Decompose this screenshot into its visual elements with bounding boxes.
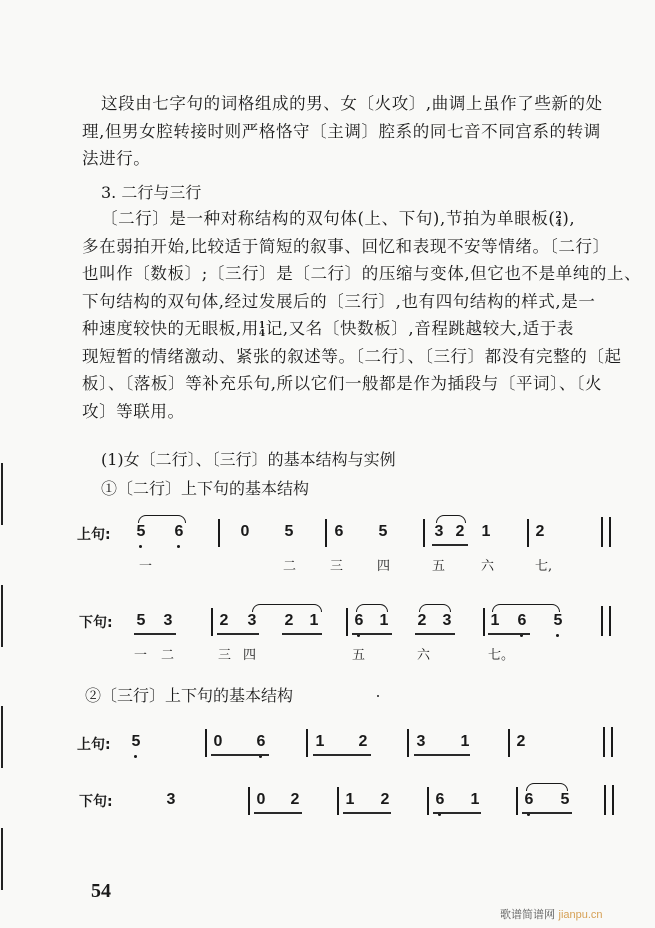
barline [325, 519, 327, 547]
barline [205, 729, 207, 757]
barline [248, 787, 250, 815]
note: 5 [560, 791, 570, 808]
beat-underline [433, 812, 481, 814]
text-line [82, 315, 612, 343]
note: 1 [481, 523, 491, 540]
lyric: 五 [432, 559, 446, 574]
note: 6 [254, 733, 268, 751]
frac-bottom: 4 [258, 328, 266, 339]
text-segment: 记,又名〔快数板〕,音程跳越较大,适于表 [265, 319, 574, 338]
beat-underline [488, 633, 530, 635]
lyric: 二 [161, 648, 175, 663]
beat-underline [254, 812, 302, 814]
beat-underline [415, 633, 455, 635]
note: 3 [247, 612, 257, 629]
barline [427, 787, 429, 815]
section-heading: 3. 二行与三行 [101, 183, 202, 202]
print-speck [377, 695, 379, 697]
beat-underline [211, 754, 269, 756]
score-2-lower-line [0, 791, 655, 821]
note: 6 [522, 791, 536, 809]
note: 5 [136, 612, 146, 629]
score-2-upper-line [0, 733, 655, 763]
text-segment: ), [562, 209, 576, 228]
note: 2 [284, 612, 294, 629]
note: 1 [490, 612, 500, 629]
beat-underline [414, 754, 470, 756]
barline [516, 787, 518, 815]
frac-bottom: 4 [555, 218, 563, 229]
slur [138, 515, 186, 523]
row-label: 下句: [79, 615, 113, 631]
watermark [500, 906, 603, 922]
barline [508, 729, 510, 757]
left-margin-rule [1, 463, 3, 525]
note: 2 [358, 733, 368, 750]
note: 0 [256, 791, 266, 808]
note: 0 [240, 523, 250, 540]
note: 5 [284, 523, 294, 540]
barline [306, 729, 308, 757]
barline [483, 608, 485, 636]
watermark-site-name: 歌谱简谱网 [500, 908, 555, 921]
intro-paragraph [82, 90, 612, 173]
note: 3 [166, 791, 176, 808]
note: 5 [378, 523, 388, 540]
beat-underline [217, 633, 259, 635]
beat-underline [432, 544, 468, 546]
text-line: 板〕、〔落板〕等补充乐句,所以它们一般都是作为插段与〔平词〕、〔火 [82, 374, 603, 393]
lyric: 三 [330, 559, 344, 574]
note: 2 [219, 612, 229, 629]
barline [407, 729, 409, 757]
beat-underline [352, 633, 392, 635]
beat-underline [313, 754, 371, 756]
note: 2 [516, 733, 526, 750]
lyric: 一 [134, 648, 148, 663]
final-double-barline [604, 785, 614, 815]
time-signature [259, 322, 266, 338]
lyric: 五 [352, 648, 366, 663]
barline [337, 787, 339, 815]
text-segment: 〔二行〕是一种对称结构的双句体(上、下句),节拍为单眼板( [101, 209, 556, 228]
beat-underline [522, 812, 572, 814]
lyric: 七。 [488, 648, 515, 663]
subheading: (1)女〔二行〕、〔三行〕的基本结构与实例 [101, 450, 396, 469]
final-double-barline [603, 727, 613, 757]
lyric: 六 [417, 648, 431, 663]
note: 6 [515, 612, 529, 630]
lyric: 七, [535, 559, 553, 574]
note: 2 [455, 523, 465, 540]
text-line: 这段由七字句的词格组成的男、女〔火攻〕,曲调上虽作了些新的处 [101, 94, 603, 113]
slur [419, 604, 451, 612]
note: 6 [172, 523, 186, 541]
left-margin-rule [1, 585, 3, 647]
text-line: 现短暂的情绪激动、紧张的叙述等。〔二行〕、〔三行〕都没有完整的〔起 [82, 346, 622, 366]
note: 3 [163, 612, 173, 629]
page-number: 54 [91, 880, 111, 902]
beat-underline [282, 633, 322, 635]
lyric: 三 [218, 648, 232, 663]
lyric: 二 [283, 559, 297, 574]
score-1-lower-line [0, 612, 655, 663]
note: 6 [433, 791, 447, 809]
frac-top: 1 [258, 320, 266, 331]
note: 0 [213, 733, 223, 750]
barline [527, 519, 529, 547]
text-line: 也叫作〔数板〕;〔三行〕是〔二行〕的压缩与变体,但它也不是单纯的上、 [82, 264, 642, 283]
note: 5 [551, 612, 565, 630]
final-double-barline [601, 517, 611, 547]
note: 2 [380, 791, 390, 808]
note: 2 [417, 612, 427, 629]
row-label: 下句: [79, 794, 113, 810]
slur [436, 515, 466, 523]
note: 6 [334, 523, 344, 540]
barline [218, 519, 220, 547]
note: 2 [535, 523, 545, 540]
beat-underline [134, 633, 176, 635]
main-paragraph [82, 205, 642, 425]
final-double-barline [601, 606, 611, 636]
row-label: 上句: [77, 737, 111, 753]
barline [423, 519, 425, 547]
slur [252, 604, 322, 612]
slur [526, 783, 568, 791]
note: 1 [460, 733, 470, 750]
slur [356, 604, 388, 612]
note: 5 [129, 733, 143, 751]
text-line: 下句结构的双句体,经过发展后的〔三行〕,也有四句结构的样式,是一 [82, 291, 596, 311]
text-segment: 种速度较快的无眼板,用 [82, 319, 259, 338]
score-1-upper-line [0, 523, 655, 574]
subheading: ②〔三行〕上下句的基本结构 [85, 686, 294, 705]
barline [211, 608, 213, 636]
row-label: 上句: [77, 527, 111, 543]
lyric: 四 [377, 559, 391, 574]
text-line: 多在弱拍开始,比较适于简短的叙事、回忆和表现不安等情绪。〔二行〕 [82, 236, 610, 256]
note: 3 [434, 523, 444, 540]
note: 3 [442, 612, 452, 629]
beat-underline [343, 812, 391, 814]
note: 5 [134, 523, 148, 541]
note: 2 [290, 791, 300, 808]
left-margin-rule [1, 828, 3, 890]
text-line: 攻〕等联用。 [82, 401, 185, 421]
lyric: 一 [139, 559, 153, 574]
lyric: 六 [481, 559, 495, 574]
note: 1 [315, 733, 325, 750]
note: 3 [416, 733, 426, 750]
frac-top: 2 [555, 210, 563, 221]
subheading: ①〔二行〕上下句的基本结构 [101, 479, 310, 498]
left-margin-rule [1, 706, 3, 768]
note: 1 [470, 791, 480, 808]
text-line [82, 205, 612, 233]
note: 1 [309, 612, 319, 629]
text-line: 法进行。 [82, 149, 151, 168]
note: 1 [345, 791, 355, 808]
note: 6 [352, 612, 366, 630]
barline [346, 608, 348, 636]
text-line: 理,但男女腔转接时则严格恪守〔主调〕腔系的同七音不同宫系的转调 [82, 121, 601, 141]
lyric: 四 [243, 648, 257, 663]
slur [492, 604, 560, 612]
watermark-url: jianpu.cn [558, 909, 603, 921]
note: 1 [379, 612, 389, 629]
